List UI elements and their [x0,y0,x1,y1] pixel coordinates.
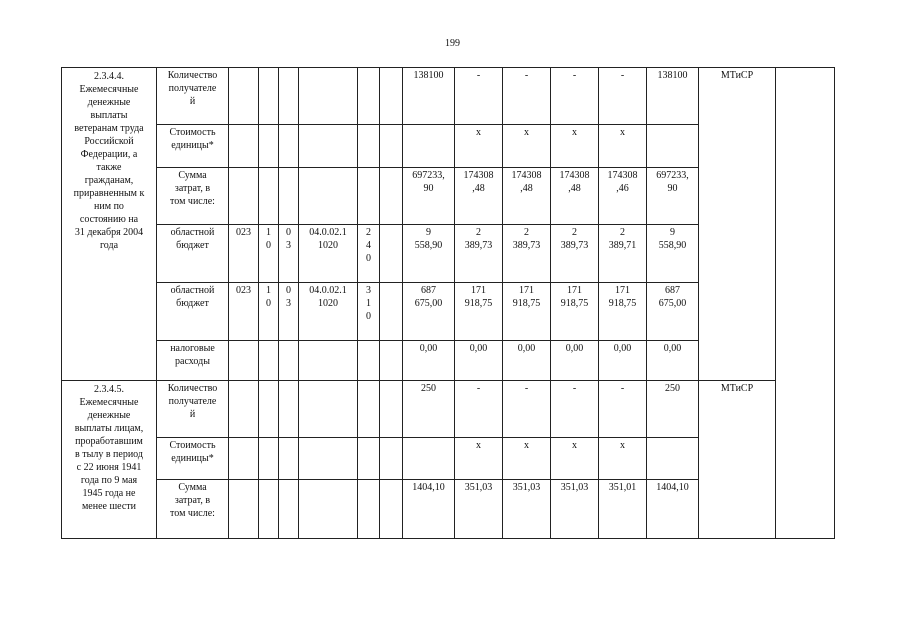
cell-text-line: Ежемесячные [79,84,139,95]
cell-text-line: 0 [366,311,371,322]
cell-text-line: 2 [366,227,371,238]
cell-text-line: получателе [168,83,217,94]
cell-text-line: областной [170,285,215,296]
cell-text-line: 0,00 [565,343,584,354]
cell-text-line: 174308 [607,170,638,181]
cell-text-line: 0,00 [517,343,536,354]
cell-text-line: х [524,127,529,138]
cell-text-line: получателе [168,396,217,407]
total-cell [403,68,455,125]
total-cell [403,480,455,539]
cell-text-line: 90 [423,183,434,194]
cell-text-line: бюджет [176,240,209,251]
page-number: 199 [445,38,460,49]
cell-text-line: 9 [670,227,675,238]
indicator-cell [157,225,229,283]
rz-cell [259,438,279,480]
cell-text-line: 389,71 [608,240,637,251]
blank-cell [380,438,403,480]
year3-cell [551,225,599,283]
cell-text-line: - [476,70,481,81]
sum-cell [647,68,699,125]
year4-cell [599,381,647,438]
sum-cell [647,125,699,168]
cell-text-line: 351,03 [464,482,493,493]
csr-cell [299,283,358,341]
cell-text-line: том числе: [170,508,215,519]
cell-text-line: денежные [87,410,131,421]
cell-text-line: Сумма [178,170,207,181]
csr-cell [299,225,358,283]
cell-text-line: ним по [94,201,124,212]
year3-cell [551,438,599,480]
cell-text-line: ветеранам труда [74,123,144,134]
indicator-cell [157,381,229,438]
grbs-cell: 023 [229,225,259,283]
cell-text-line: с 22 июня 1941 [76,462,142,473]
cell-text-line: 918,75 [560,298,589,309]
cell-text-line: расходы [175,356,210,367]
year2-cell [503,168,551,225]
year2-cell [503,438,551,480]
csr-cell [299,68,358,125]
year2-cell [503,341,551,381]
cell-text-line: 351,03 [512,482,541,493]
year2-cell [503,381,551,438]
cell-text-line: бюджет [176,298,209,309]
year1-cell [455,168,503,225]
rz-cell [259,283,279,341]
year4-cell [599,168,647,225]
cell-text-line: 1404,10 [656,482,689,493]
cell-text-line: 687 [665,285,680,296]
year3-cell [551,480,599,539]
cell-text-line: 171 [567,285,582,296]
cell-text-line: 2 [572,227,577,238]
sum-cell [647,381,699,438]
cell-text-line: Российской [84,136,134,147]
cell-text-line: - [572,383,577,394]
cell-text-line: х [620,127,625,138]
cell-text-line: - [524,383,529,394]
cell-text-line: - [572,70,577,81]
cell-text-line: 675,00 [414,298,443,309]
cell-text-line: 675,00 [658,298,687,309]
activity-name-cell [62,381,157,539]
sum-cell [647,283,699,341]
cell-text-line: х [572,440,577,451]
cell-text-line: выплаты [90,110,128,121]
table-row [62,381,835,438]
cell-text-line: приравненным к [73,188,145,199]
total-cell [403,381,455,438]
pr-cell [279,225,299,283]
sum-cell [647,438,699,480]
cell-text-line: 3 [286,240,291,251]
year4-cell [599,341,647,381]
year3-cell [551,381,599,438]
vr-cell [358,438,380,480]
vr-cell [358,68,380,125]
cell-text-line: денежные [87,97,131,108]
cell-text-line: 918,75 [512,298,541,309]
cell-text-line: единицы* [171,453,214,464]
rz-cell [259,68,279,125]
rz-cell [259,341,279,381]
pr-cell [279,68,299,125]
year4-cell [599,438,647,480]
cell-text-line: 2 [524,227,529,238]
vr-cell [358,168,380,225]
program-activities-table [61,67,835,539]
rz-cell [259,125,279,168]
pr-cell [279,381,299,438]
year3-cell [551,341,599,381]
cell-text-line: 0,00 [663,343,682,354]
cell-text-line: в тылу в период [75,449,143,460]
cell-text-line: единицы* [171,140,214,151]
total-cell [403,125,455,168]
cell-text-line: 0 [366,253,371,264]
cell-text-line: менее шести [81,501,137,512]
year2-cell [503,125,551,168]
year2-cell [503,225,551,283]
cell-text-line: х [620,440,625,451]
cell-text-line: затрат, в [174,495,211,506]
cell-text-line: 0 [266,298,271,309]
cell-text-line: й [189,96,196,107]
cell-text-line: х [476,440,481,451]
cell-text-line: 687 [421,285,436,296]
cell-text-line: 351,01 [608,482,637,493]
grbs-cell [229,341,259,381]
indicator-cell [157,341,229,381]
cell-text-line: Стоимость [169,440,216,451]
total-cell [403,168,455,225]
cell-text-line: налоговые [170,343,215,354]
cell-text-line: 1 [266,227,271,238]
csr-cell [299,341,358,381]
table-body [62,68,835,539]
cell-text-line: Сумма [178,482,207,493]
vr-cell [358,125,380,168]
cell-text-line: 138100 [413,70,444,81]
indicator-cell [157,125,229,168]
blank-cell [380,283,403,341]
blank-cell [380,68,403,125]
cell-text-line: Количество [167,383,218,394]
notes-cell [776,68,835,539]
pr-cell [279,341,299,381]
year1-cell [455,283,503,341]
pr-cell [279,168,299,225]
cell-text-line: 250 [421,383,436,394]
cell-text-line: 174308 [559,170,590,181]
cell-text-line: х [476,127,481,138]
rz-cell [259,381,279,438]
vr-cell [358,341,380,381]
cell-text-line: 1404,10 [412,482,445,493]
rz-cell [259,168,279,225]
year1-cell [455,381,503,438]
vr-cell [358,283,380,341]
cell-text-line: ,48 [472,183,485,194]
cell-text-line: года по 9 мая [80,475,138,486]
total-cell [403,283,455,341]
total-cell [403,438,455,480]
cell-text-line: - [620,383,625,394]
cell-text-line: 2 [476,227,481,238]
total-cell [403,341,455,381]
year4-cell [599,480,647,539]
cell-text-line: 31 декабря 2004 [74,227,144,238]
cell-text-line: 1 [366,298,371,309]
year1-cell [455,341,503,381]
cell-text-line: 1945 года не [82,488,136,499]
pr-cell [279,125,299,168]
year4-cell [599,125,647,168]
cell-text-line: гражданам, [84,175,134,186]
cell-text-line: 2.3.4.4. [94,71,124,82]
year4-cell [599,68,647,125]
table-row [62,68,835,125]
rz-cell [259,225,279,283]
cell-text-line: 138100 [657,70,688,81]
year2-cell [503,68,551,125]
cell-text-line: 697233, [412,170,445,181]
year4-cell [599,283,647,341]
rz-cell [259,480,279,539]
cell-text-line: Ежемесячные [79,397,139,408]
cell-text-line: 558,90 [658,240,687,251]
cell-text-line: 1020 [318,240,338,251]
indicator-cell [157,283,229,341]
grbs-cell [229,168,259,225]
cell-text-line: 918,75 [464,298,493,309]
grbs-cell: 023 [229,283,259,341]
indicator-cell [157,68,229,125]
cell-text-line: 2.3.4.5. [94,384,124,395]
cell-text-line: затрат, в [174,183,211,194]
cell-text-line: Стоимость [169,127,216,138]
cell-text-line: 04.0.02.1 [309,227,347,238]
cell-text-line: ,48 [568,183,581,194]
executor-cell: МТиСР [699,381,776,539]
blank-cell [380,341,403,381]
year4-cell [599,225,647,283]
sum-cell [647,225,699,283]
indicator-cell [157,168,229,225]
cell-text-line: 4 [366,240,371,251]
year3-cell [551,68,599,125]
cell-text-line: 1 [266,285,271,296]
indicator-cell [157,438,229,480]
blank-cell [380,381,403,438]
csr-cell [299,381,358,438]
cell-text-line: 9 [426,227,431,238]
year1-cell [455,438,503,480]
year1-cell [455,68,503,125]
cell-text-line: х [572,127,577,138]
cell-text-line: 918,75 [608,298,637,309]
cell-text-line: 351,03 [560,482,589,493]
year2-cell [503,480,551,539]
cell-text-line: том числе: [170,196,215,207]
grbs-cell [229,125,259,168]
cell-text-line: 171 [519,285,534,296]
cell-text-line: 04.0.02.1 [309,285,347,296]
cell-text-line: года [99,240,119,251]
grbs-cell [229,480,259,539]
sum-cell [647,341,699,381]
cell-text-line: 250 [665,383,680,394]
cell-text-line: 0 [266,240,271,251]
blank-cell [380,225,403,283]
vr-cell [358,225,380,283]
cell-text-line: й [189,409,196,420]
cell-text-line: 0,00 [419,343,438,354]
cell-text-line: проработавшим [75,436,143,447]
cell-text-line: 171 [471,285,486,296]
cell-text-line: 697233, [656,170,689,181]
csr-cell [299,168,358,225]
cell-text-line: 389,73 [560,240,589,251]
cell-text-line: - [476,383,481,394]
grbs-cell [229,438,259,480]
year3-cell [551,125,599,168]
cell-text-line: 558,90 [414,240,443,251]
cell-text-line: 0,00 [469,343,488,354]
sum-cell [647,480,699,539]
grbs-cell [229,68,259,125]
year1-cell [455,480,503,539]
cell-text-line: 171 [615,285,630,296]
cell-text-line: ,48 [520,183,533,194]
cell-text-line: 389,73 [512,240,541,251]
cell-text-line: - [620,70,625,81]
indicator-cell [157,480,229,539]
cell-text-line: 90 [667,183,678,194]
year2-cell [503,283,551,341]
grbs-cell [229,381,259,438]
cell-text-line: 3 [366,285,371,296]
cell-text-line: 0 [286,227,291,238]
blank-cell [380,125,403,168]
cell-text-line: 174308 [463,170,494,181]
vr-cell [358,381,380,438]
cell-text-line: Количество [167,70,218,81]
year1-cell [455,225,503,283]
pr-cell [279,283,299,341]
cell-text-line: также [96,162,122,173]
cell-text-line: состоянию на [79,214,139,225]
cell-text-line: 0,00 [613,343,632,354]
pr-cell [279,438,299,480]
year3-cell [551,283,599,341]
cell-text-line: 389,73 [464,240,493,251]
executor-cell: МТиСР [699,68,776,381]
csr-cell [299,438,358,480]
csr-cell [299,480,358,539]
cell-text-line: 3 [286,298,291,309]
cell-text-line: 2 [620,227,625,238]
pr-cell [279,480,299,539]
total-cell [403,225,455,283]
activity-name-cell [62,68,157,381]
csr-cell [299,125,358,168]
cell-text-line: 0 [286,285,291,296]
blank-cell [380,168,403,225]
cell-text-line: областной [170,227,215,238]
cell-text-line: выплаты лицам, [74,423,144,434]
cell-text-line: 1020 [318,298,338,309]
year3-cell [551,168,599,225]
cell-text-line: ,46 [616,183,629,194]
vr-cell [358,480,380,539]
sum-cell [647,168,699,225]
blank-cell [380,480,403,539]
cell-text-line: - [524,70,529,81]
year1-cell [455,125,503,168]
cell-text-line: Федерации, а [80,149,138,160]
cell-text-line: х [524,440,529,451]
cell-text-line: 174308 [511,170,542,181]
